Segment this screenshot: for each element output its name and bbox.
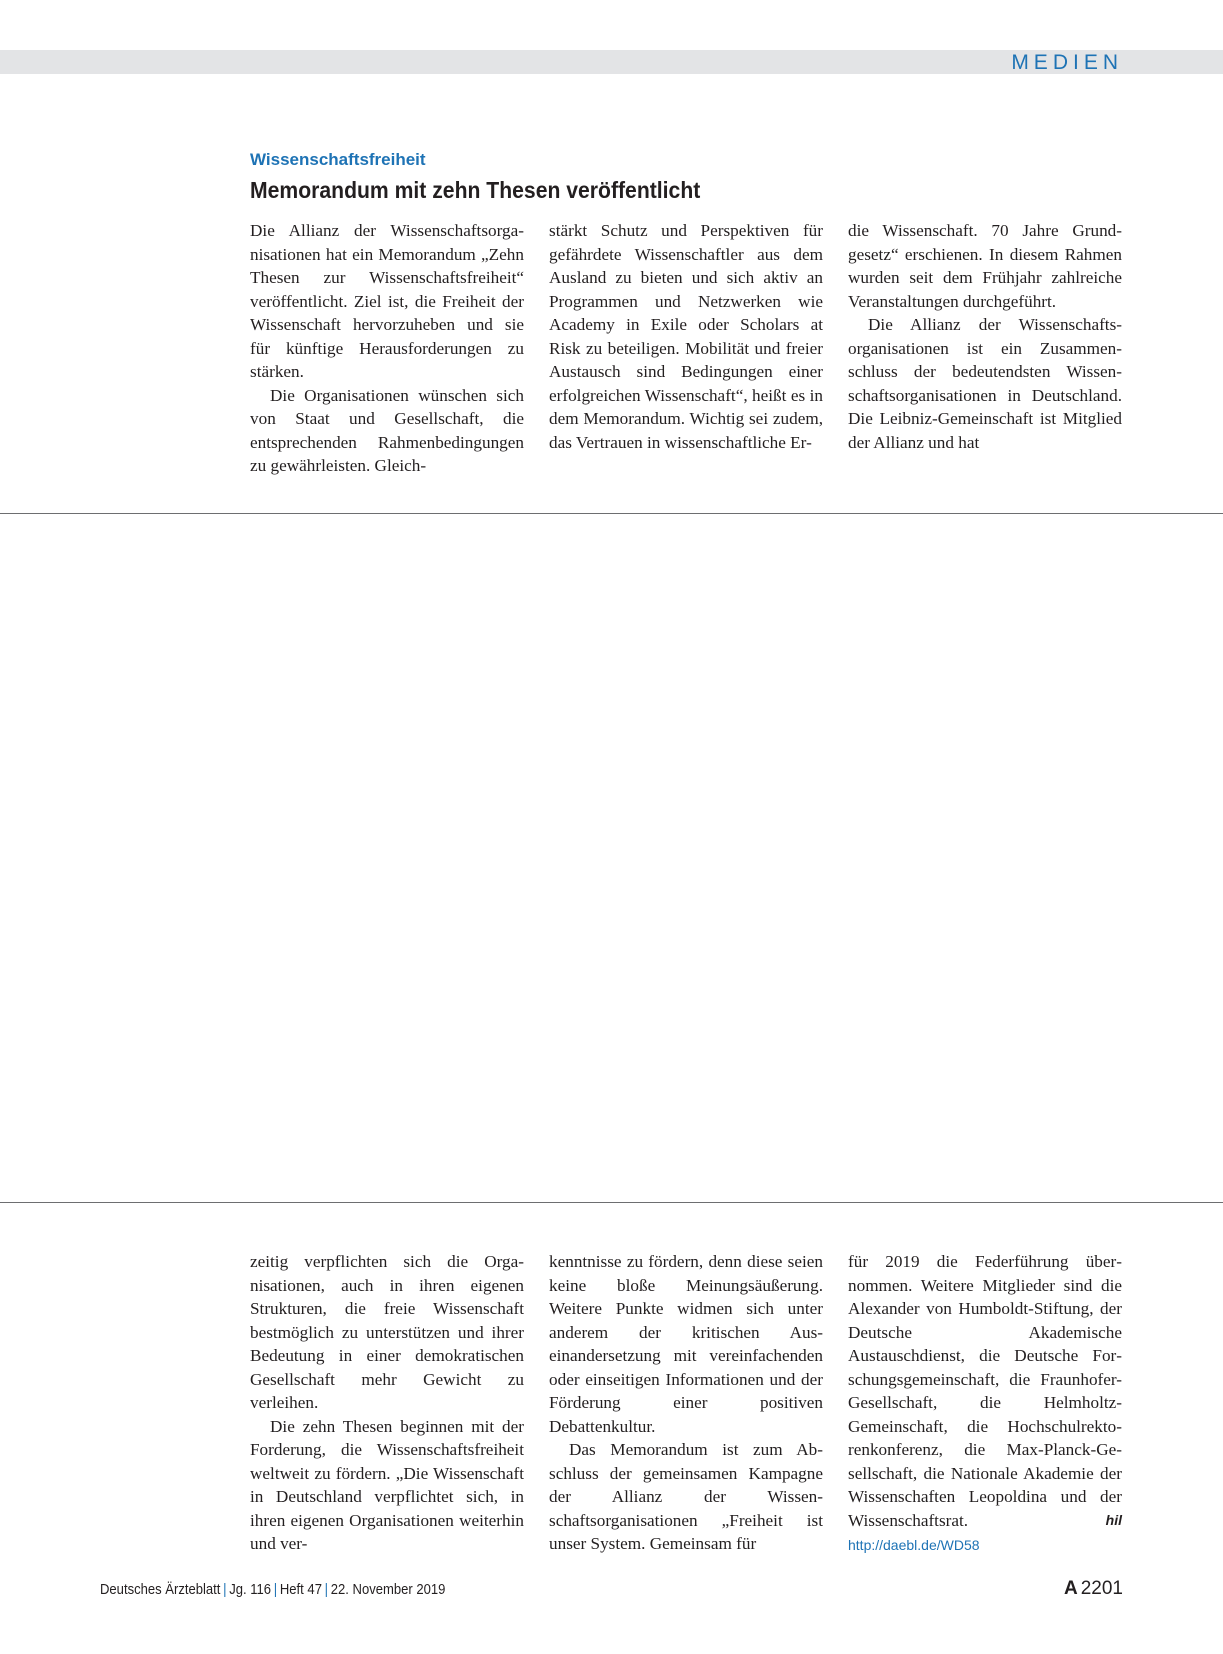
page-footer xyxy=(100,1582,445,1598)
author-initials: hil xyxy=(1105,1511,1122,1528)
section-label: MEDIEN xyxy=(1011,51,1123,74)
paragraph: Die zehn Thesen beginnen mit der Forderung, die Wissenschaftsfreiheit weltweit zu fördern. „Die Wissenschaft in Deutschland verpflichtet sich, in ihren eigenen Organisationen weiterhin und ver- xyxy=(250,1416,524,1553)
paragraph: Die Allianz der Wissenschaftsorganisationen hat ein Memorandum „Zehn Thesen zur Wissenschaftsfreiheit“ veröffentlicht. Ziel ist, die Freiheit der Wissenschaft hervorzuheben und sie für künftige Herausforderungen zu stärken. xyxy=(250,221,524,381)
footer-separator: | xyxy=(324,1582,329,1598)
paragraph: die Wissenschaft. 70 Jahre Grundgesetz“ erschienen. In diesem Rahmen wurden seit dem Frühjahr zahlreiche Veranstaltungen durchgeführt. xyxy=(848,221,1122,311)
journal-volume: Jg. 116 xyxy=(229,1582,272,1598)
page-number xyxy=(1064,1578,1123,1600)
journal-issue: Heft 47 xyxy=(279,1582,322,1598)
top-column-2 xyxy=(549,219,823,454)
bottom-column-3 xyxy=(848,1250,1122,1556)
footer-separator: | xyxy=(223,1582,227,1598)
page-prefix: A xyxy=(1063,1578,1078,1599)
journal-date: 22. November 2019 xyxy=(330,1582,446,1598)
paragraph: Das Memorandum ist zum Abschluss der gemeinsamen Kampagne der Allianz der Wissenschaftsorganisationen „Freiheit ist unser System. Gemeinsam für xyxy=(549,1440,823,1553)
divider-top xyxy=(0,513,1223,514)
top-column-1 xyxy=(250,219,524,478)
top-column-3 xyxy=(848,219,1122,454)
article-headline: Memorandum mit zehn Thesen veröffentlicht xyxy=(250,177,701,203)
paragraph: stärkt Schutz und Perspektiven für gefährdete Wissenschaftler aus dem Ausland zu bieten und sich aktiv an Programmen und Netzwerken wie Academy in Exile oder Scholars at Risk zu beteiligen. Mobilität und freier Austausch sind Bedingungen einer erfolgreichen Wissenschaft“, heißt es in dem Memorandum. Wichtig sei zudem, das Vertrauen in wissenschaftliche Er- xyxy=(549,221,823,452)
paragraph: kenntnisse zu fördern, denn diese seien keine bloße Meinungsäußerung. Weitere Punkte widmen sich unter anderem der kritischen Auseinandersetzung mit vereinfachenden oder einseitigen Informationen und der Förderung einer positiven Debattenkultur. xyxy=(549,1252,823,1436)
paragraph xyxy=(848,1250,1122,1532)
article-link[interactable]: http://daebl.de/WD58 xyxy=(848,1537,980,1553)
footer-separator: | xyxy=(273,1582,278,1598)
paragraph: Die Organisationen wünschen sich von Staat und Gesellschaft, die entsprechenden Rahmenbedingungen zu gewährleisten. Gleich- xyxy=(250,385,524,475)
paragraph: Die Allianz der Wissenschaftsorganisationen ist ein Zusammenschluss der bedeutendsten Wissenschaftsorganisationen in Deutschland. Die Leibniz-Gemeinschaft ist Mitglied der Allianz und hat xyxy=(848,315,1122,452)
bottom-column-1 xyxy=(250,1250,524,1556)
journal-name: Deutsches Ärzteblatt xyxy=(100,1582,221,1598)
divider-bottom xyxy=(0,1202,1223,1203)
bottom-column-2 xyxy=(549,1250,823,1556)
page-number-value: 2201 xyxy=(1080,1578,1123,1599)
paragraph-text: für 2019 die Federführung übernommen. Weitere Mitglieder sind die Alexander von Humboldt-Stiftung, der Deutsche Akademische Austauschdienst, die Deutsche Forschungsgemeinschaft, die Fraunhofer-Gesellschaft, die Helmholtz-Gemeinschaft, die Hochschulrektorenkonferenz, die Max-Planck-Gesellschaft, die Nationale Akademie der Wissenschaften Leopoldina und der Wissenschaftsrat. xyxy=(848,1252,1122,1530)
paragraph: zeitig verpflichten sich die Organisationen, auch in ihren eigenen Strukturen, die freie Wissenschaft bestmöglich zu unterstützen und ihrer Bedeutung in einer demokratischen Gesellschaft mehr Gewicht zu verleihen. xyxy=(250,1252,524,1412)
article-kicker: Wissenschaftsfreiheit xyxy=(250,150,426,169)
